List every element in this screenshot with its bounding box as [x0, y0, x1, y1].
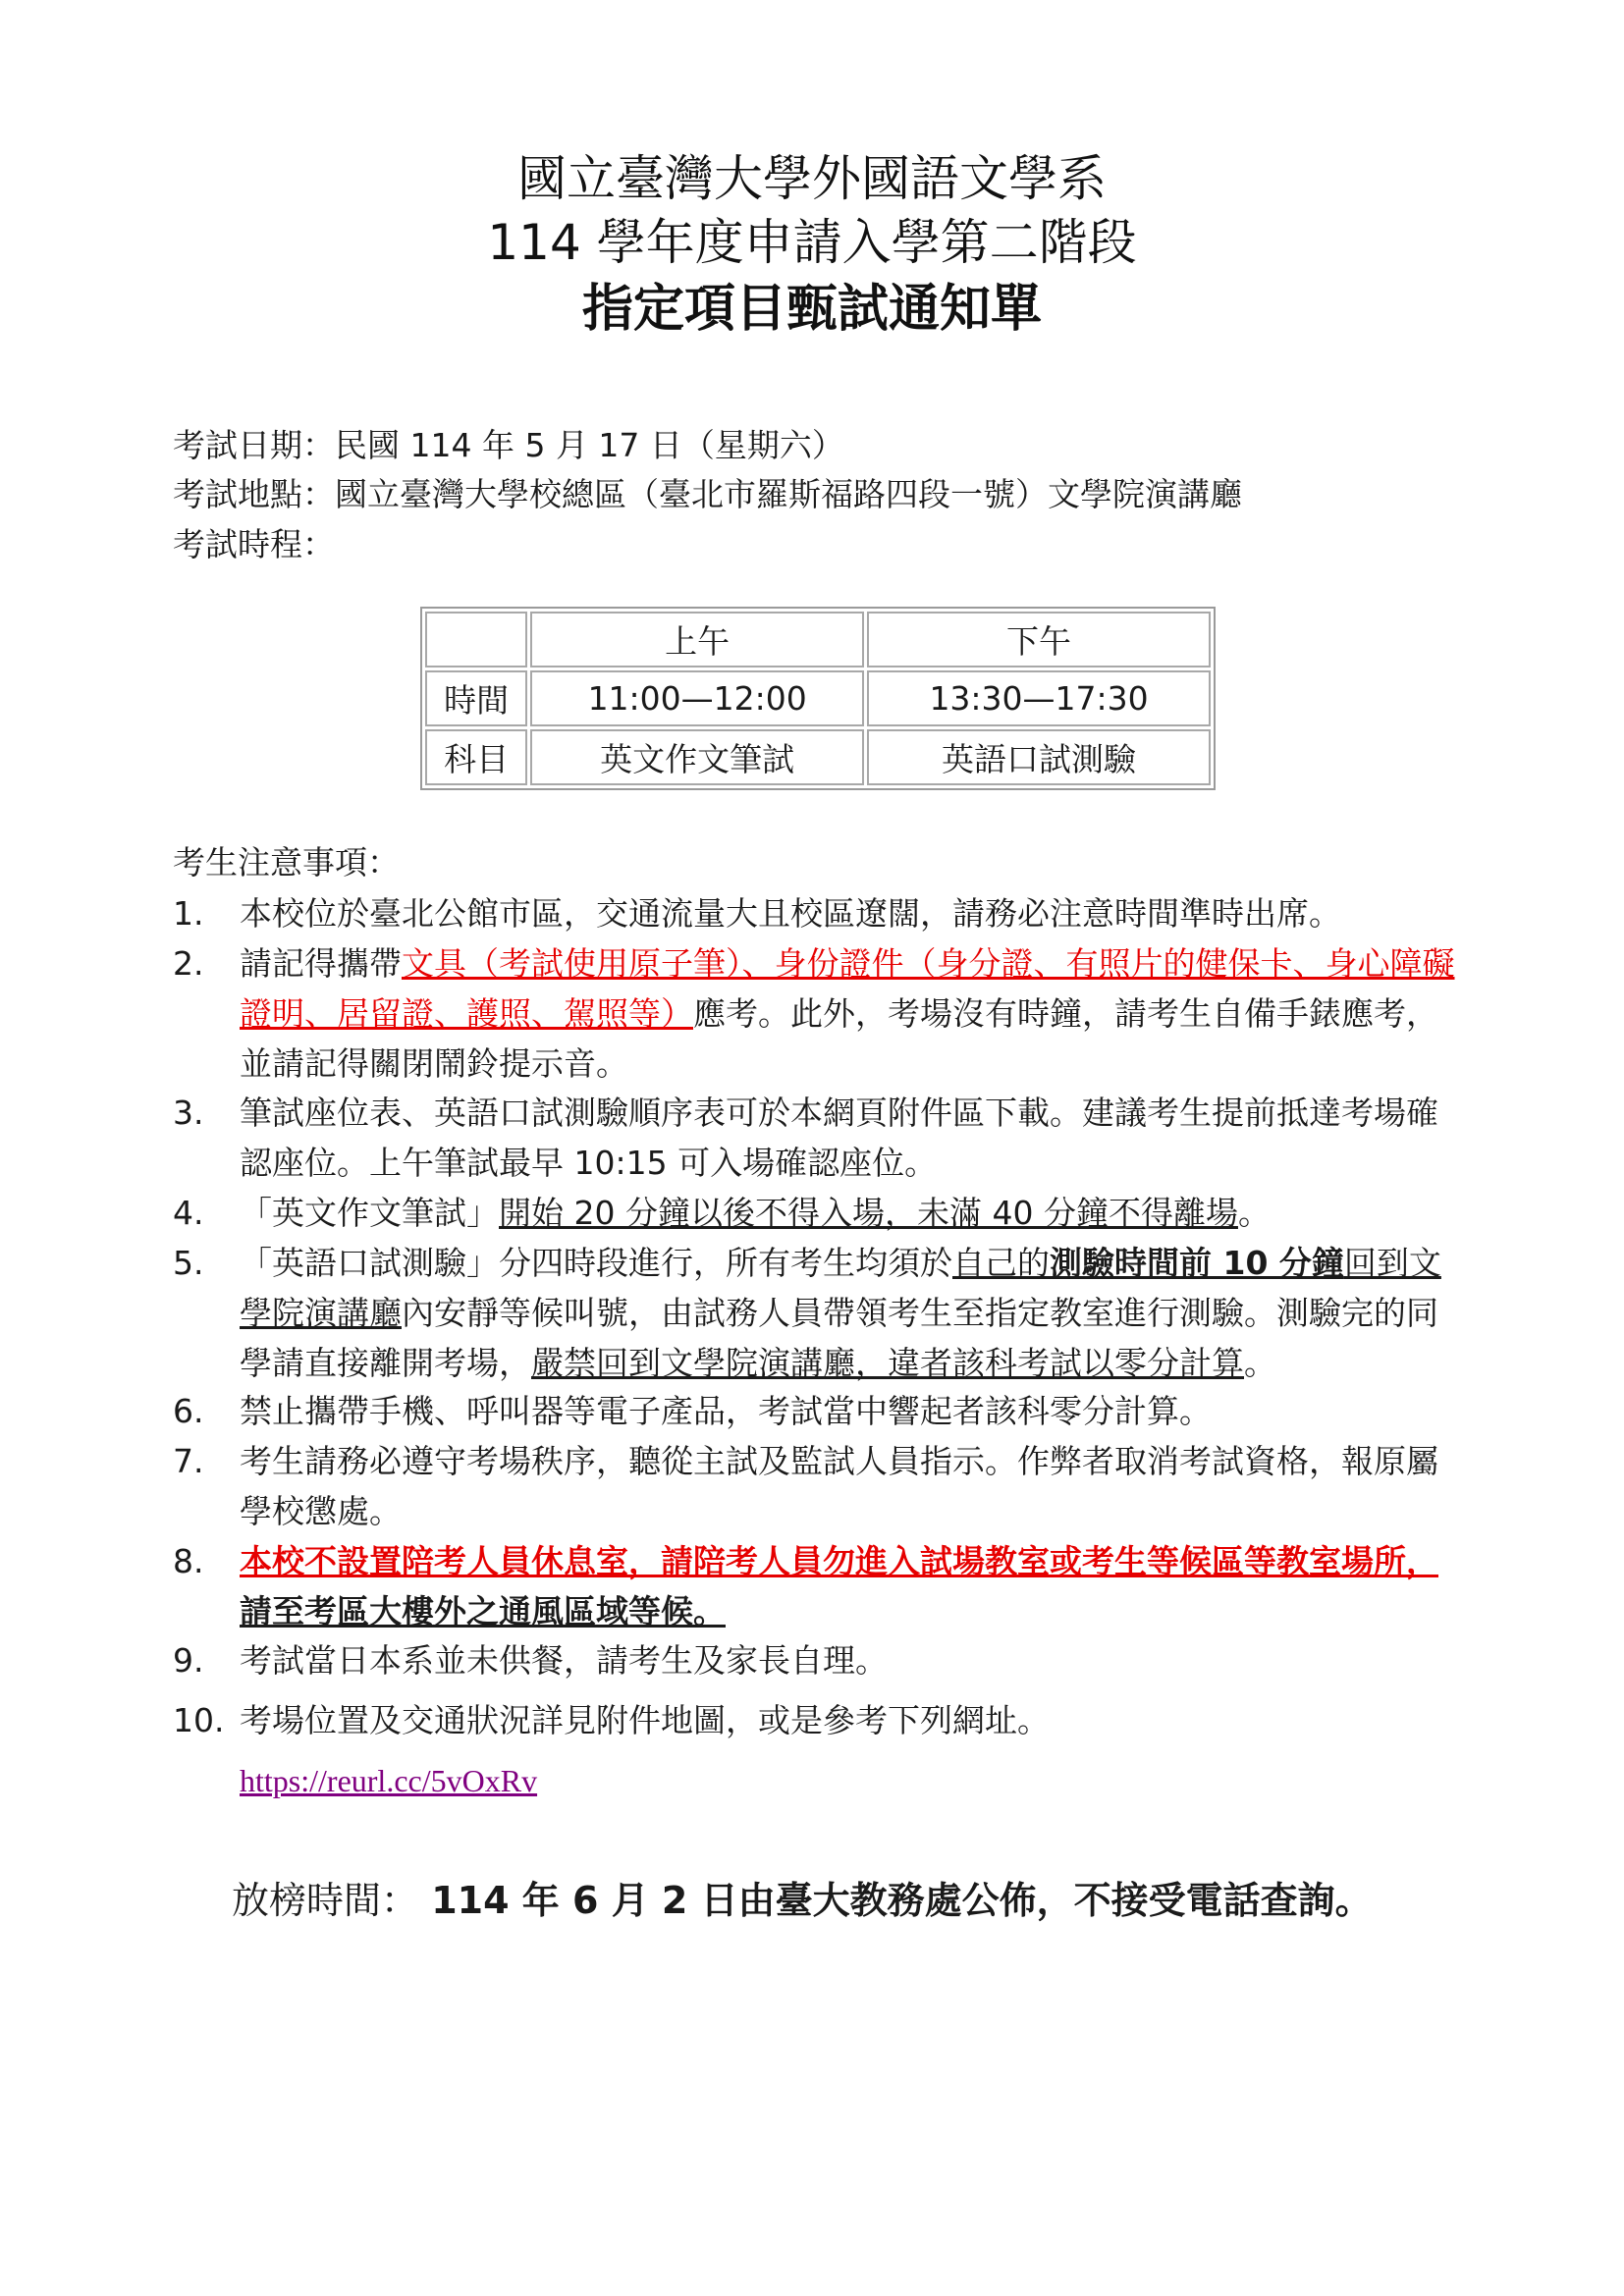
list-item-number: 1. — [173, 894, 204, 933]
table-row — [425, 729, 1211, 785]
release-text: 114 年 6 月 2 日由臺大教務處公佈，不接受電話查詢。 — [418, 1879, 1373, 1922]
list-item — [173, 1188, 1469, 1238]
exam-location: 考試地點：國立臺灣大學校總區（臺北市羅斯福路四段一號）文學院演講廳 — [173, 475, 1242, 513]
list-item-number: 2. — [173, 944, 204, 983]
no-waiting-room-notice: 本校不設置陪考人員休息室，請陪考人員勿進入試場教室或考生等候區等教室場所， — [240, 1542, 1438, 1580]
own-underlined: 自己的 — [952, 1244, 1050, 1282]
list-item — [173, 888, 1469, 938]
no-return-rule-underlined: 嚴禁回到文學院演講廳，違者該科考試以零分計算 — [531, 1344, 1244, 1382]
map-link[interactable]: https://reurl.cc/5vOxRv — [240, 1763, 538, 1798]
list-item-text: 考場位置及交通狀況詳見附件地圖，或是參考下列網址。 — [240, 1701, 1050, 1739]
list-item-text: 考試當日本系並未供餐，請考生及家長自理。 — [240, 1641, 888, 1680]
list-item-text: 。 — [1237, 1194, 1271, 1232]
release-announcement — [232, 1873, 1373, 1928]
entry-rule-underlined: 開始 20 分鐘以後不得入場，未滿 40 分鐘不得離場 — [499, 1194, 1238, 1232]
table-row — [425, 670, 1211, 726]
table-corner-cell — [425, 612, 527, 667]
list-item — [173, 938, 1469, 1089]
notice-title: 指定項目甄試通知單 — [581, 280, 1042, 339]
notes-heading: 考生注意事項： — [173, 843, 400, 881]
exam-date: 考試日期：民國 114 年 5 月 17 日（星期六） — [173, 426, 844, 464]
list-item — [173, 1695, 1469, 1745]
list-item-text: 應考。此外，考場沒有時鐘，請考生自備手錶應考，並請記得關閉鬧鈴提示音。 — [240, 994, 1438, 1083]
list-item-number: 4. — [173, 1194, 204, 1232]
admission-stage-title: 114 學年度申請入學第二階段 — [487, 214, 1137, 271]
time-row-label: 時間 — [425, 670, 527, 726]
list-item-text: 「英文作文筆試」 — [240, 1194, 499, 1232]
afternoon-header: 下午 — [867, 612, 1211, 667]
list-item — [173, 1536, 1469, 1636]
release-label: 放榜時間： — [232, 1879, 419, 1922]
subject-row-label: 科目 — [425, 729, 527, 785]
list-item-number: 8. — [173, 1542, 204, 1580]
list-item — [173, 1635, 1469, 1685]
wait-outside-notice: 請至考區大樓外之通風區域等候。 — [240, 1592, 726, 1630]
ten-minutes-emphasis: 測驗時間前 10 分鐘 — [1050, 1244, 1344, 1282]
list-item-text: 。 — [1244, 1344, 1276, 1382]
list-item-text: 筆試座位表、英語口試測驗順序表可於本網頁附件區下載。建議考生提前抵達考場確認座位。上午筆試最早 10:15 可入場確認座位。 — [240, 1094, 1438, 1182]
list-item-number: 7. — [173, 1442, 204, 1480]
list-item-number: 6. — [173, 1392, 204, 1430]
list-item-number: 9. — [173, 1641, 204, 1680]
afternoon-subject: 英語口試測驗 — [867, 729, 1211, 785]
list-item-text: 本校位於臺北公館市區，交通流量大且校區遼闊，請務必注意時間準時出席。 — [240, 894, 1341, 933]
afternoon-time: 13:30—17:30 — [867, 670, 1211, 726]
schedule-header-row — [425, 612, 1211, 667]
department-title: 國立臺灣大學外國語文學系 — [517, 150, 1107, 207]
return-hall-underlined: 回到文學院演講廳 — [240, 1244, 1441, 1332]
list-item-text: 內安靜等候叫號，由試務人員帶領考生至指定教室進行測驗。測驗完的同學請直接離開考場， — [240, 1294, 1438, 1382]
list-item-number: 10. — [173, 1701, 225, 1739]
list-item — [173, 1386, 1469, 1436]
list-item-text: 禁止攜帶手機、呼叫器等電子產品，考試當中響起者該科零分計算。 — [240, 1392, 1212, 1430]
list-item-number: 5. — [173, 1244, 204, 1282]
morning-header: 上午 — [530, 612, 864, 667]
morning-subject: 英文作文筆試 — [530, 729, 864, 785]
list-item — [173, 1436, 1469, 1536]
exam-schedule-label: 考試時程： — [173, 525, 335, 563]
list-item-text: 「英語口試測驗」分四時段進行，所有考生均須於 — [240, 1244, 952, 1282]
list-item-text: 請記得攜帶 — [240, 944, 402, 983]
list-item-number: 3. — [173, 1094, 204, 1132]
required-items-highlight: 文具（考試使用原子筆）、身份證件（身分證、有照片的健保卡、身心障礙證明、居留證、護照、駕照等） — [240, 944, 1455, 1033]
list-item — [173, 1238, 1469, 1388]
list-item — [173, 1088, 1469, 1188]
list-item-text: 考生請務必遵守考場秩序，聽從主試及監試人員指示。作弊者取消考試資格，報原屬學校懲處。 — [240, 1442, 1438, 1530]
morning-time: 11:00—12:00 — [530, 670, 864, 726]
schedule-table — [420, 607, 1216, 790]
